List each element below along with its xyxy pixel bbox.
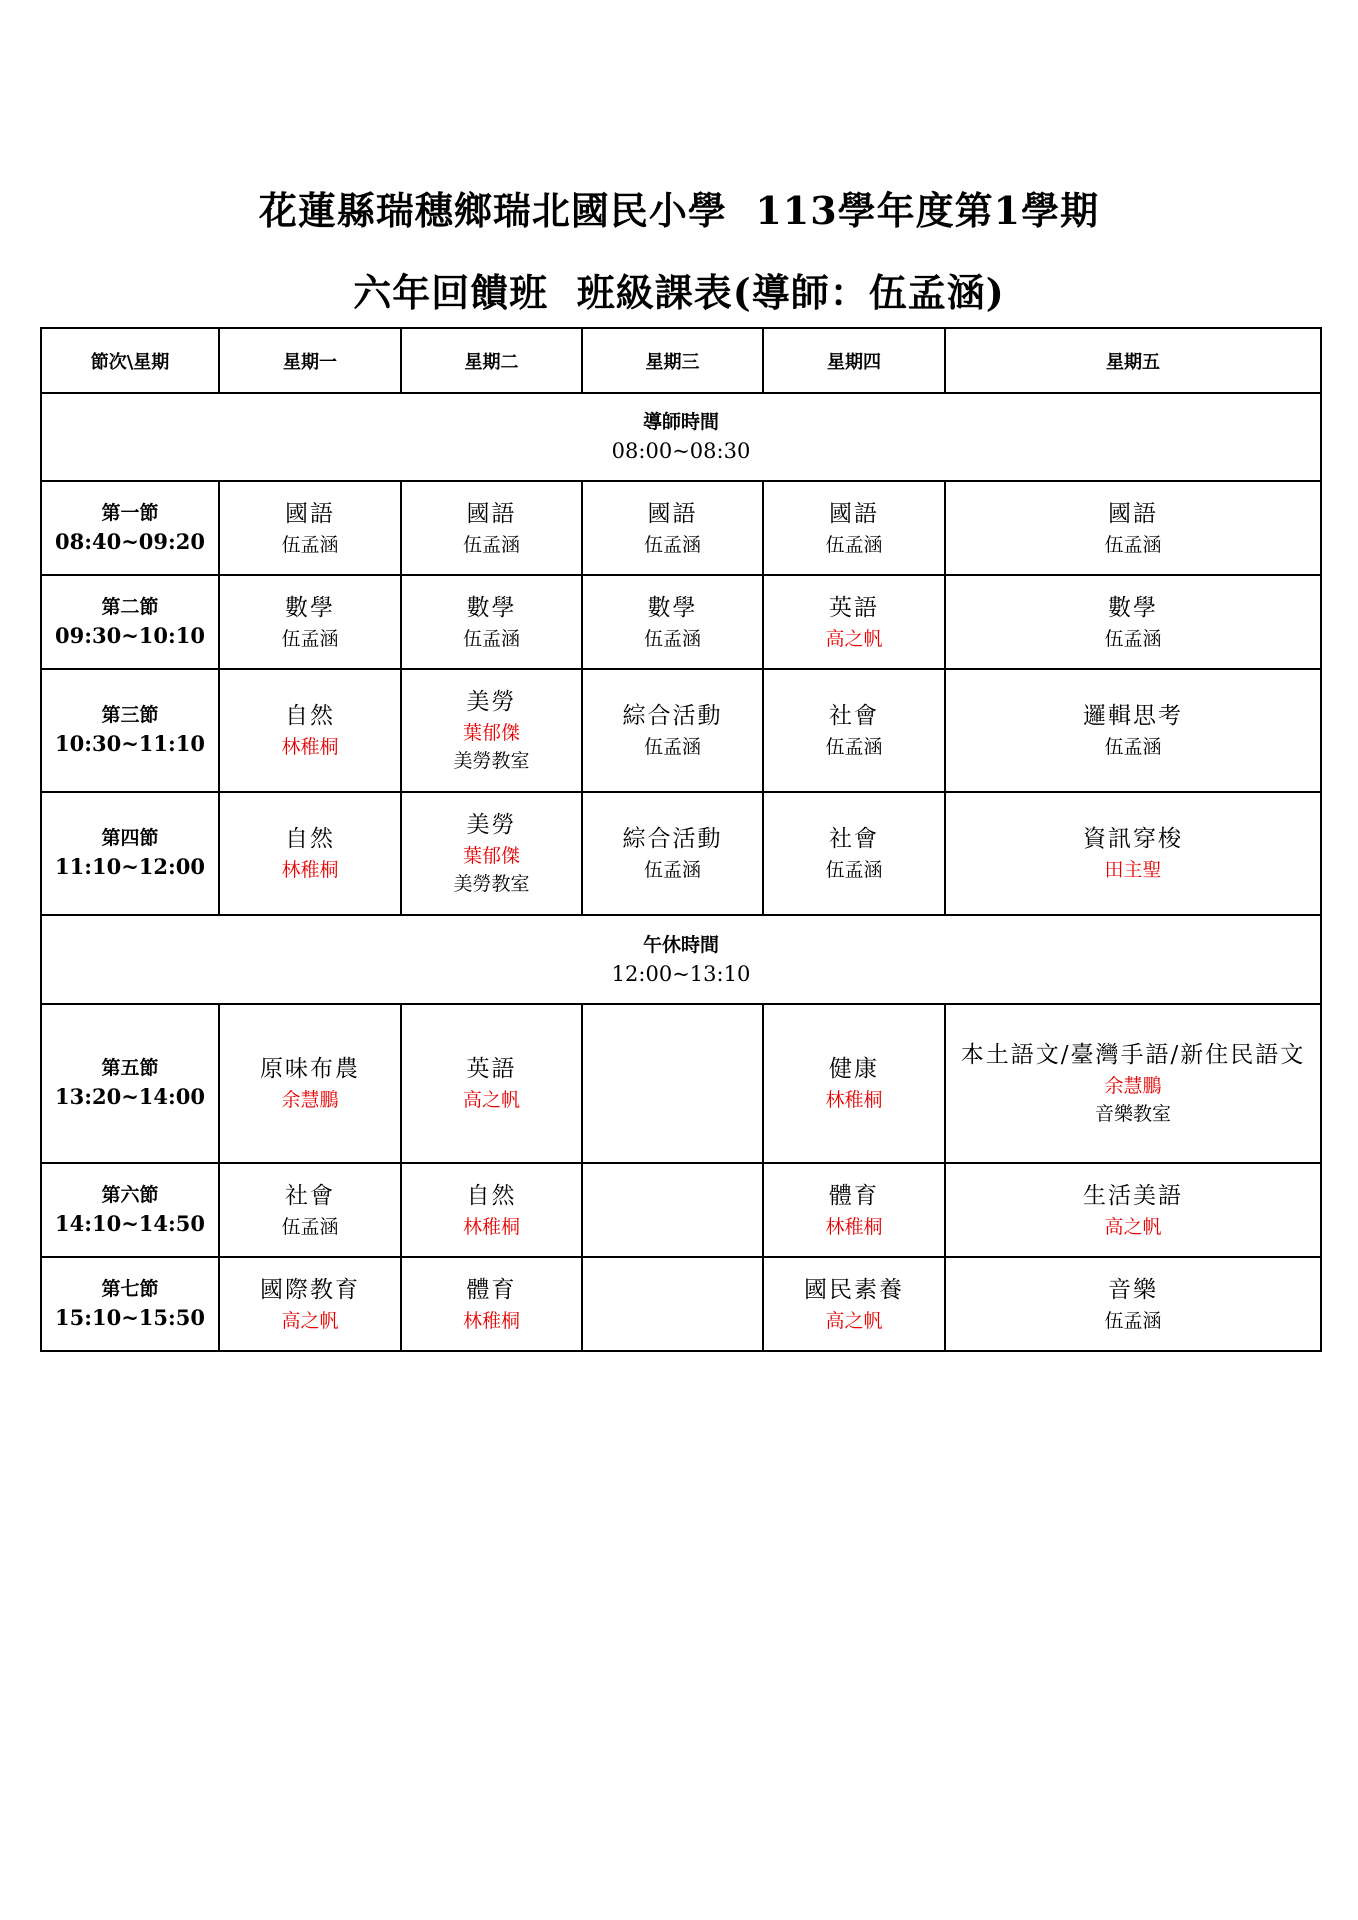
- period-row: [41, 669, 1321, 792]
- class-cell-wed: [582, 1257, 763, 1351]
- class-cell-wed: [582, 792, 763, 915]
- class-cell-tue: [401, 1163, 582, 1257]
- period-row: [41, 481, 1321, 575]
- class-cell-thu: [763, 1257, 945, 1351]
- teacher-label: 林稚桐: [825, 1089, 883, 1111]
- period-time: 15:10~15:50: [55, 1304, 205, 1330]
- schedule-table: [40, 327, 1322, 1352]
- class-cell-thu: [763, 1004, 945, 1163]
- subject-label: 國語: [285, 500, 335, 527]
- period-time: 10:30~11:10: [55, 731, 205, 756]
- teacher-label: 林稚桐: [281, 859, 339, 881]
- teacher-label: 伍孟涵: [281, 627, 339, 650]
- teacher-label: 高之帆: [825, 1309, 883, 1332]
- class-cell-thu: [763, 1163, 945, 1257]
- subject-label: 本土語文/臺灣手語/新住民語文: [960, 1042, 1306, 1068]
- teacher-label: 高之帆: [281, 1309, 339, 1332]
- room-label: 音樂教室: [1094, 1103, 1171, 1125]
- period-name: 第四節: [101, 827, 159, 849]
- morning-periods: [41, 481, 1321, 915]
- class-cell-wed: [582, 1004, 763, 1163]
- period-time: 09:30~10:10: [55, 622, 205, 648]
- period-cell: [41, 1163, 219, 1257]
- teacher-label: 伍孟涵: [1104, 533, 1162, 556]
- day-header-wed: 星期三: [582, 328, 763, 393]
- class-cell-tue: [401, 481, 582, 575]
- subject-label: 自然: [285, 703, 335, 729]
- teacher-label: 林稚桐: [462, 1309, 520, 1332]
- period-cell: [41, 1257, 219, 1351]
- period-name: 第二節: [101, 595, 159, 618]
- class-cell-mon: [219, 792, 401, 915]
- teacher-label: 林稚桐: [462, 1215, 520, 1238]
- subject-label: 美勞: [466, 812, 517, 838]
- period-name: 第一節: [101, 501, 159, 524]
- class-cell-fri: [945, 669, 1321, 792]
- teacher-label: 伍孟涵: [825, 736, 883, 758]
- subject-label: 國民素養: [804, 1276, 904, 1303]
- period-cell: [41, 575, 219, 669]
- class-cell-wed: [582, 481, 763, 575]
- class-cell-wed: [582, 575, 763, 669]
- teacher-label: 伍孟涵: [825, 859, 883, 881]
- class-cell-tue: [401, 669, 582, 792]
- subject-label: 國際教育: [260, 1276, 360, 1303]
- class-cell-thu: [763, 669, 945, 792]
- day-header-tue: 星期二: [401, 328, 582, 393]
- class-cell-mon: [219, 1257, 401, 1351]
- subject-label: 健康: [829, 1056, 879, 1082]
- school-title: 花蓮縣瑞穗鄉瑞北國民小學 113學年度第1學期: [258, 188, 1100, 233]
- teacher-label: 田主聖: [1104, 859, 1162, 881]
- period-row: [41, 1004, 1321, 1163]
- class-cell-mon: [219, 669, 401, 792]
- header-row: [41, 328, 1321, 393]
- period-time: 14:10~14:50: [55, 1210, 205, 1236]
- subject-label: 生活美語: [1083, 1182, 1183, 1209]
- period-time: 13:20~14:00: [55, 1084, 205, 1109]
- period-time: 11:10~12:00: [55, 854, 205, 879]
- subject-label: 數學: [1108, 594, 1158, 621]
- homeroom-cell: [41, 393, 1321, 481]
- homeroom-row: [41, 393, 1321, 481]
- period-row: [41, 575, 1321, 669]
- teacher-label: 高之帆: [825, 627, 883, 650]
- period-name: 第七節: [101, 1277, 159, 1300]
- homeroom-label: 導師時間: [642, 411, 719, 433]
- class-cell-fri: [945, 575, 1321, 669]
- subject-label: 數學: [285, 594, 335, 621]
- class-cell-fri: [945, 481, 1321, 575]
- teacher-label: 伍孟涵: [281, 1215, 339, 1238]
- subject-label: 國語: [466, 500, 517, 527]
- period-name: 第六節: [101, 1183, 159, 1206]
- period-name: 第五節: [101, 1057, 159, 1079]
- period-cell: [41, 481, 219, 575]
- class-cell-fri: [945, 792, 1321, 915]
- class-cell-thu: [763, 575, 945, 669]
- class-cell-tue: [401, 792, 582, 915]
- day-header-thu: 星期四: [763, 328, 945, 393]
- class-cell-fri: [945, 1257, 1321, 1351]
- lunch-time: 12:00~13:10: [611, 961, 751, 986]
- subject-label: 社會: [829, 703, 879, 729]
- subject-label: 自然: [285, 826, 335, 852]
- period-row: [41, 1163, 1321, 1257]
- teacher-label: 高之帆: [1104, 1215, 1162, 1238]
- period-cell: [41, 792, 219, 915]
- teacher-label: 伍孟涵: [462, 627, 520, 650]
- class-cell-tue: [401, 1004, 582, 1163]
- room-label: 美勞教室: [453, 873, 530, 895]
- class-cell-wed: [582, 1163, 763, 1257]
- period-time: 08:40~09:20: [55, 528, 205, 554]
- class-cell-mon: [219, 575, 401, 669]
- class-cell-mon: [219, 481, 401, 575]
- corner-header: 節次\星期: [41, 328, 219, 393]
- class-schedule-title: 六年回饋班 班級課表(導師：伍孟涵): [353, 270, 1005, 315]
- class-cell-tue: [401, 575, 582, 669]
- teacher-label: 高之帆: [462, 1089, 520, 1111]
- afternoon-periods: [41, 1004, 1321, 1351]
- subject-label: 自然: [466, 1182, 517, 1209]
- subject-label: 綜合活動: [622, 703, 723, 729]
- period-cell: [41, 669, 219, 792]
- homeroom-time: 08:00~08:30: [611, 439, 751, 463]
- period-name: 第三節: [101, 704, 159, 726]
- period-cell: [41, 1004, 219, 1163]
- teacher-label: 林稚桐: [825, 1215, 883, 1238]
- subject-label: 國語: [1108, 500, 1158, 527]
- subject-label: 國語: [647, 500, 698, 527]
- subject-label: 數學: [466, 594, 517, 621]
- subject-label: 數學: [647, 594, 698, 621]
- lunch-row: [41, 915, 1321, 1004]
- class-cell-mon: [219, 1163, 401, 1257]
- class-cell-thu: [763, 481, 945, 575]
- period-row: [41, 792, 1321, 915]
- subject-label: 美勞: [466, 689, 517, 715]
- day-header-fri: 星期五: [945, 328, 1321, 393]
- subject-label: 體育: [466, 1276, 517, 1303]
- class-cell-fri: [945, 1163, 1321, 1257]
- day-header-mon: 星期一: [219, 328, 401, 393]
- period-row: [41, 1257, 1321, 1351]
- teacher-label: 伍孟涵: [1104, 627, 1162, 650]
- subject-label: 社會: [829, 826, 879, 852]
- class-cell-thu: [763, 792, 945, 915]
- teacher-label: 伍孟涵: [643, 736, 701, 758]
- subject-label: 體育: [829, 1182, 879, 1209]
- subject-label: 資訊穿梭: [1083, 826, 1183, 852]
- subject-label: 社會: [285, 1182, 335, 1209]
- teacher-label: 林稚桐: [281, 736, 339, 758]
- class-cell-mon: [219, 1004, 401, 1163]
- subject-label: 音樂: [1108, 1276, 1158, 1303]
- teacher-label: 余慧鵬: [281, 1089, 339, 1111]
- teacher-label: 葉郁傑: [462, 722, 520, 744]
- subject-label: 國語: [829, 500, 879, 527]
- teacher-label: 伍孟涵: [1104, 736, 1162, 758]
- teacher-label: 伍孟涵: [1104, 1309, 1162, 1332]
- lunch-label: 午休時間: [642, 933, 719, 956]
- class-cell-tue: [401, 1257, 582, 1351]
- class-cell-fri: [945, 1004, 1321, 1163]
- subject-label: 英語: [829, 594, 879, 621]
- lunch-cell: [41, 915, 1321, 1004]
- subject-label: 英語: [466, 1056, 517, 1082]
- teacher-label: 伍孟涵: [462, 533, 520, 556]
- teacher-label: 余慧鵬: [1104, 1075, 1162, 1097]
- teacher-label: 伍孟涵: [281, 533, 339, 556]
- subject-label: 邏輯思考: [1083, 703, 1183, 729]
- teacher-label: 伍孟涵: [825, 533, 883, 556]
- teacher-label: 伍孟涵: [643, 859, 701, 881]
- teacher-label: 伍孟涵: [643, 533, 701, 556]
- subject-label: 原味布農: [260, 1056, 360, 1082]
- room-label: 美勞教室: [453, 750, 530, 772]
- class-cell-wed: [582, 669, 763, 792]
- teacher-label: 伍孟涵: [643, 627, 701, 650]
- teacher-label: 葉郁傑: [462, 845, 520, 867]
- subject-label: 綜合活動: [622, 826, 723, 852]
